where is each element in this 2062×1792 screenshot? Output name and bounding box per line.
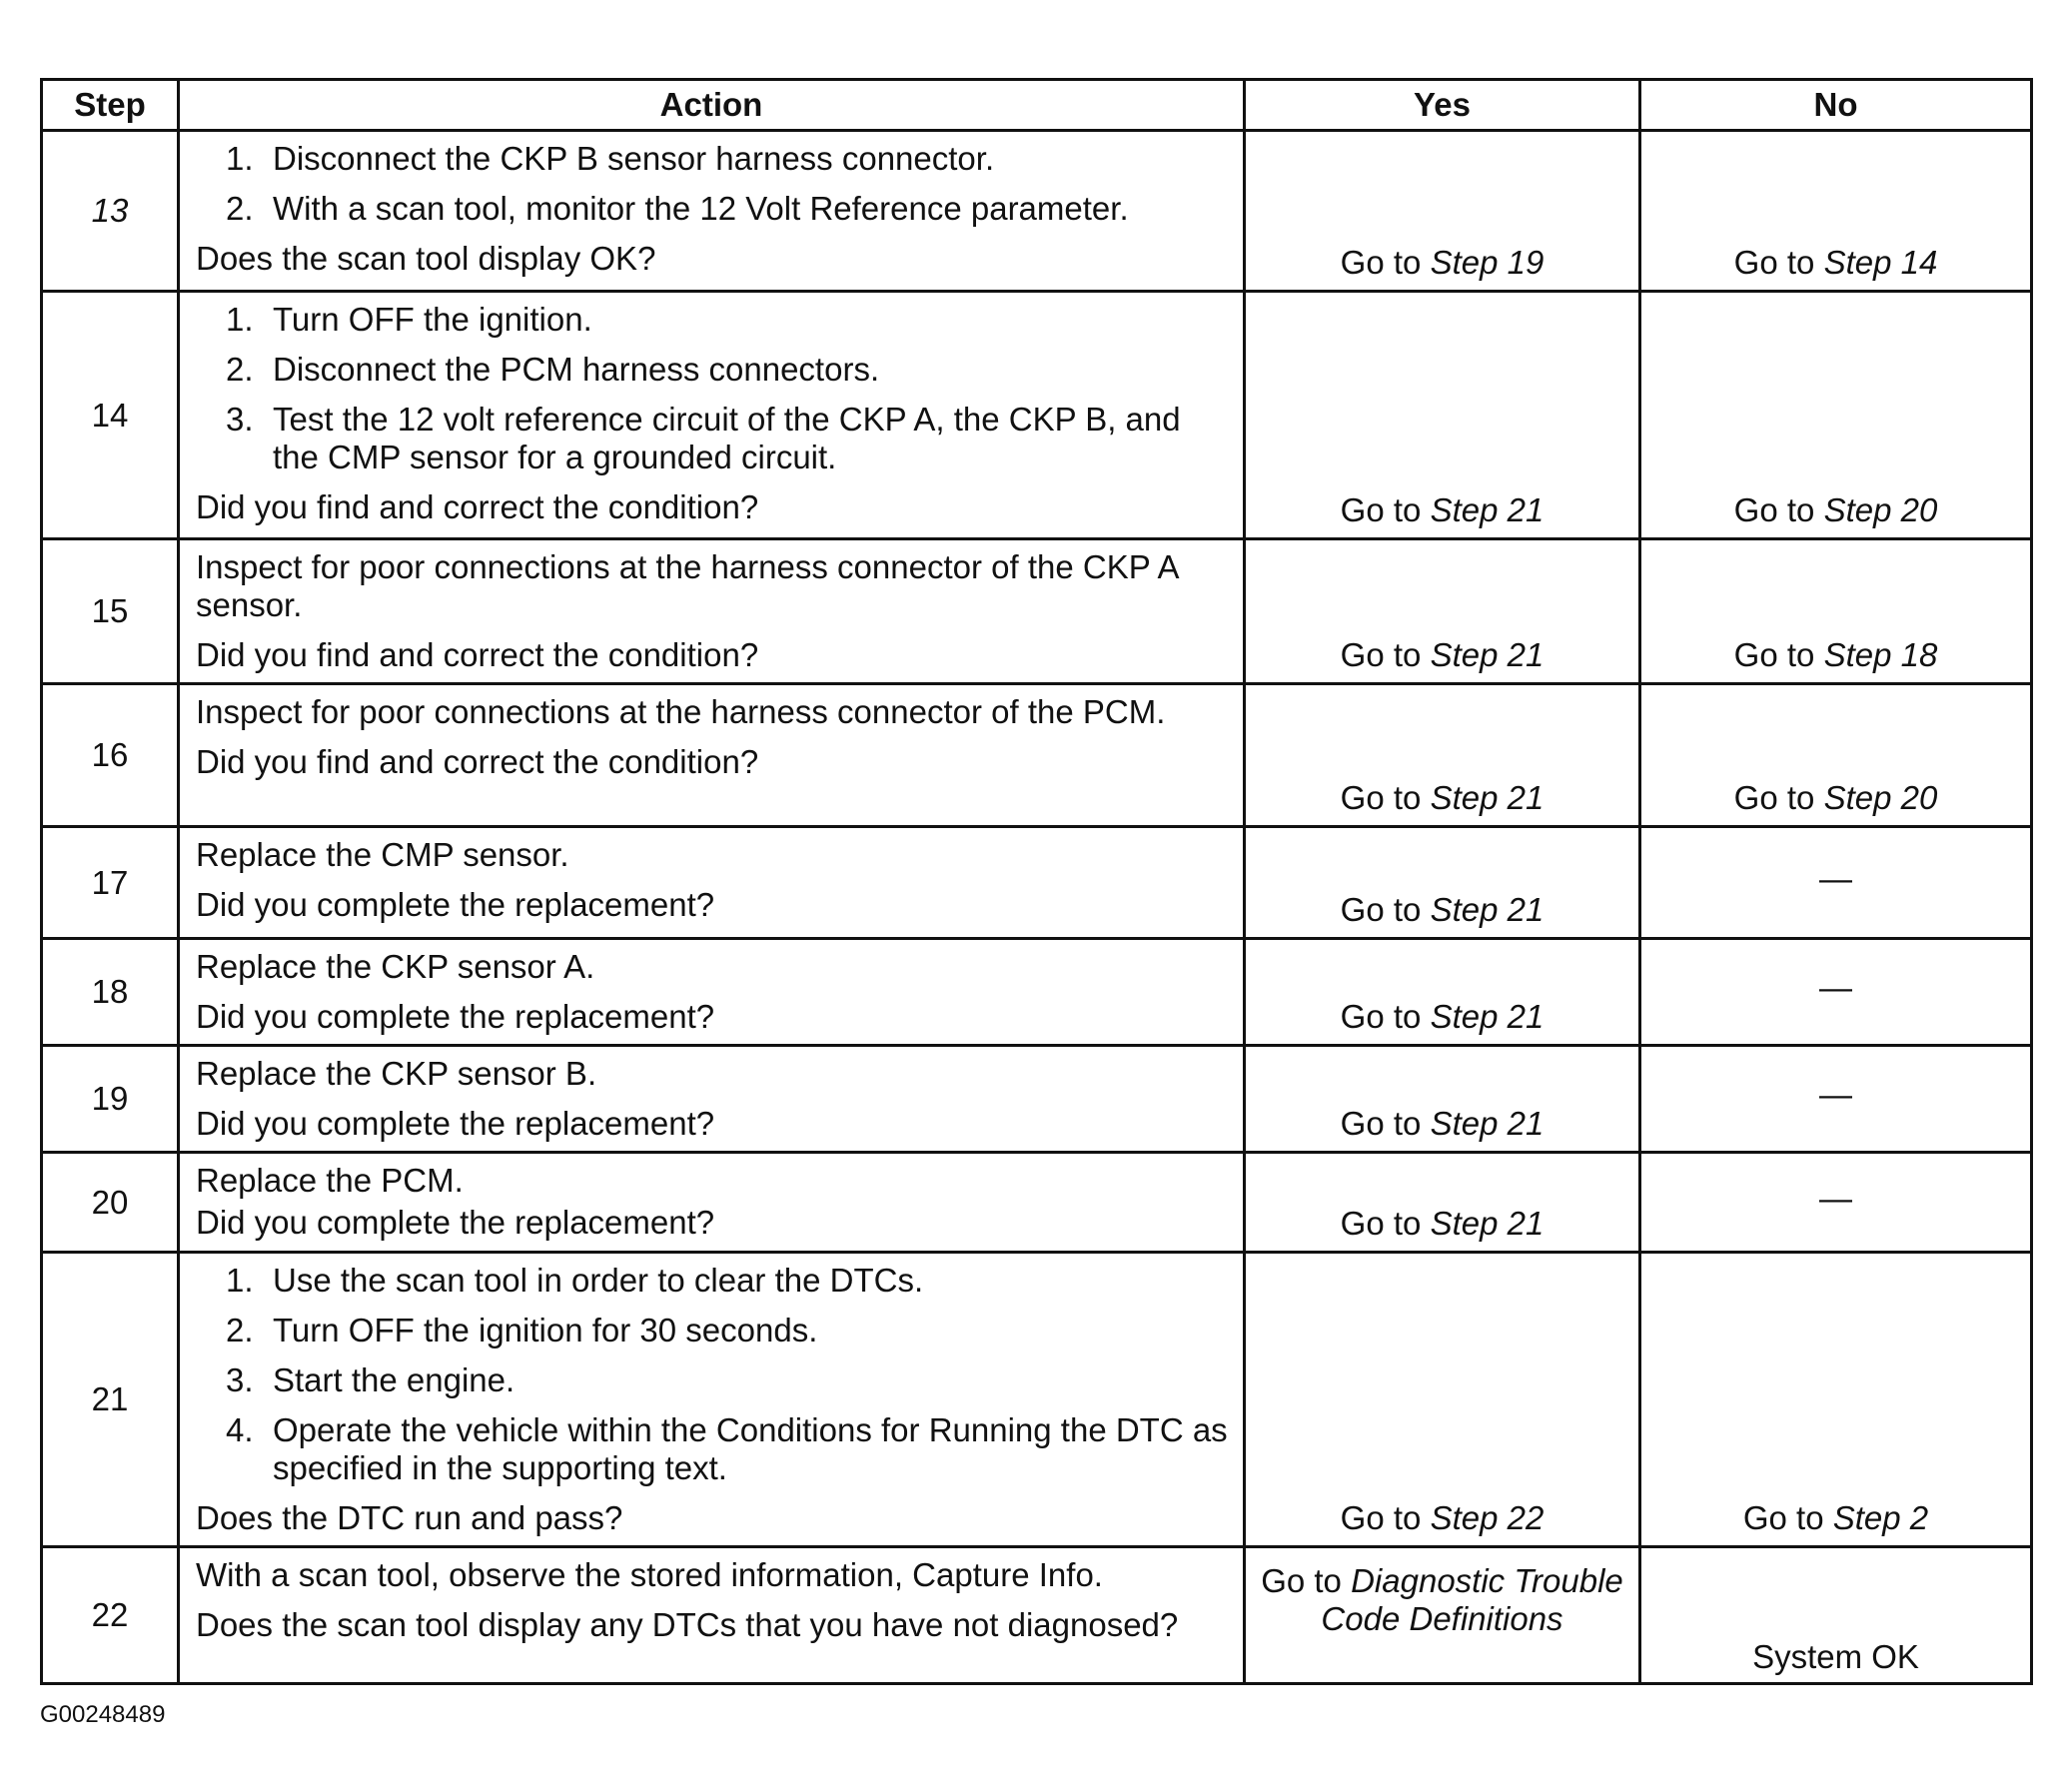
yes-cell: Go to Step 22 — [1245, 1253, 1640, 1547]
step-link[interactable]: Step 19 — [1430, 244, 1545, 281]
no-dash: — — [1819, 1179, 1852, 1217]
table-row — [42, 939, 2032, 1046]
action-text: Replace the CKP sensor B. — [196, 1055, 597, 1092]
no-dash: — — [1819, 1076, 1852, 1114]
question-text: Does the scan tool display OK? — [196, 240, 656, 277]
step-number: 20 — [42, 1153, 179, 1253]
action-text: With a scan tool, observe the stored information, Capture Info. — [196, 1556, 1103, 1593]
list-item: 1. Use the scan tool in order to clear the DTCs. — [226, 1262, 924, 1299]
header-no: No — [1640, 80, 2032, 131]
list-item: 2. With a scan tool, monitor the 12 Volt Reference parameter. — [226, 190, 1129, 227]
no-cell — [1640, 827, 2032, 939]
yes-cell: Go to Step 21 — [1245, 1046, 1640, 1153]
yes-cell: Go to Step 19 — [1245, 131, 1640, 292]
step-link[interactable]: Step 22 — [1430, 1499, 1545, 1536]
no-dash: — — [1819, 969, 1852, 1007]
action-cell — [179, 131, 1245, 292]
question-text: Did you complete the replacement? — [196, 886, 715, 923]
no-dash: — — [1819, 859, 1852, 897]
header-step: Step — [42, 80, 179, 131]
step-number: 22 — [42, 1547, 179, 1684]
step-link[interactable]: Step 20 — [1823, 491, 1938, 528]
list-item: 4. Operate the vehicle within the Conditions for Running the DTC as specified in the supporting text. — [226, 1411, 1228, 1486]
step-number: 18 — [42, 939, 179, 1046]
yes-cell: Go to Step 21 — [1245, 684, 1640, 827]
no-cell: Go to Step 20 — [1640, 684, 2032, 827]
step-number: 21 — [42, 1253, 179, 1547]
step-number: 13 — [42, 131, 179, 292]
list-item: 3. Test the 12 volt reference circuit of the CKP A, the CKP B, and the CMP sensor for a grounded circuit. — [226, 401, 1181, 475]
no-cell: Go to Step 14 — [1640, 131, 2032, 292]
step-link[interactable]: Step 18 — [1823, 636, 1938, 673]
action-cell — [179, 1153, 1245, 1253]
table-row — [42, 131, 2032, 292]
list-item: 1. Turn OFF the ignition. — [226, 301, 592, 338]
list-item: 1. Disconnect the CKP B sensor harness connector. — [226, 140, 995, 177]
question-text: Did you complete the replacement? — [196, 998, 715, 1035]
no-cell — [1640, 939, 2032, 1046]
table-row — [42, 1253, 2032, 1547]
table-row — [42, 1046, 2032, 1153]
action-cell — [179, 1046, 1245, 1153]
question-text: Did you find and correct the condition? — [196, 743, 759, 780]
yes-cell: Go to Step 21 — [1245, 939, 1640, 1046]
step-link[interactable]: Step 21 — [1430, 491, 1545, 528]
step-link[interactable]: Step 21 — [1430, 1205, 1545, 1242]
header-action: Action — [179, 80, 1245, 131]
diagnostic-table — [40, 78, 2033, 1685]
figure-id: G00248489 — [40, 1701, 166, 1728]
action-cell — [179, 684, 1245, 827]
action-text: Replace the CKP sensor A. — [196, 948, 595, 985]
step-number: 15 — [42, 539, 179, 684]
table-row — [42, 827, 2032, 939]
no-cell: Go to Step 18 — [1640, 539, 2032, 684]
step-number: 17 — [42, 827, 179, 939]
action-cell — [179, 292, 1245, 539]
no-cell — [1640, 1153, 2032, 1253]
list-item: 2. Turn OFF the ignition for 30 seconds. — [226, 1312, 818, 1348]
step-number: 14 — [42, 292, 179, 539]
step-number: 16 — [42, 684, 179, 827]
yes-cell: Go to Step 21 — [1245, 827, 1640, 939]
header-yes: Yes — [1245, 80, 1640, 131]
table-row — [42, 1547, 2032, 1684]
step-link[interactable]: Step 21 — [1430, 891, 1545, 928]
list-item: 3. Start the engine. — [226, 1361, 516, 1398]
question-text: Does the scan tool display any DTCs that you have not diagnosed? — [196, 1606, 1179, 1643]
definitions-link[interactable]: Diagnostic Trouble Code Definitions — [1321, 1562, 1623, 1637]
step-link[interactable]: Step 21 — [1430, 998, 1545, 1035]
no-cell — [1640, 1046, 2032, 1153]
no-cell: Go to Step 2 — [1640, 1253, 2032, 1547]
question-text: Did you complete the replacement? — [196, 1204, 715, 1241]
action-cell — [179, 827, 1245, 939]
action-cell — [179, 939, 1245, 1046]
question-text: Did you find and correct the condition? — [196, 636, 759, 673]
table-row — [42, 539, 2032, 684]
action-cell — [179, 1253, 1245, 1547]
question-text: Does the DTC run and pass? — [196, 1499, 623, 1536]
table-row — [42, 684, 2032, 827]
table-row — [42, 292, 2032, 539]
header-row — [42, 80, 2032, 131]
list-item: 2. Disconnect the PCM harness connectors. — [226, 351, 880, 388]
no-cell: Go to Step 20 — [1640, 292, 2032, 539]
no-cell — [1640, 1547, 2032, 1684]
step-number: 19 — [42, 1046, 179, 1153]
action-cell — [179, 1547, 1245, 1684]
action-cell — [179, 539, 1245, 684]
yes-cell: Go to Step 21 — [1245, 1153, 1640, 1253]
step-link[interactable]: Step 21 — [1430, 1105, 1545, 1142]
question-text: Did you complete the replacement? — [196, 1105, 715, 1142]
action-text: Replace the PCM. — [196, 1162, 464, 1199]
yes-cell: Go to Diagnostic Trouble Code Definitions — [1245, 1547, 1640, 1684]
action-text: Inspect for poor connections at the harness connector of the CKP A sensor. — [196, 548, 1178, 623]
step-link[interactable]: Step 2 — [1832, 1499, 1929, 1536]
yes-cell: Go to Step 21 — [1245, 292, 1640, 539]
step-link[interactable]: Step 14 — [1823, 244, 1938, 281]
table-row — [42, 1153, 2032, 1253]
action-text: Inspect for poor connections at the harness connector of the PCM. — [196, 693, 1166, 730]
yes-cell: Go to Step 21 — [1245, 539, 1640, 684]
system-ok-text: System OK — [1752, 1638, 1919, 1675]
action-text: Replace the CMP sensor. — [196, 836, 569, 873]
step-link[interactable]: Step 21 — [1430, 779, 1545, 816]
step-link[interactable]: Step 21 — [1430, 636, 1545, 673]
question-text: Did you find and correct the condition? — [196, 488, 759, 525]
step-link[interactable]: Step 20 — [1823, 779, 1938, 816]
